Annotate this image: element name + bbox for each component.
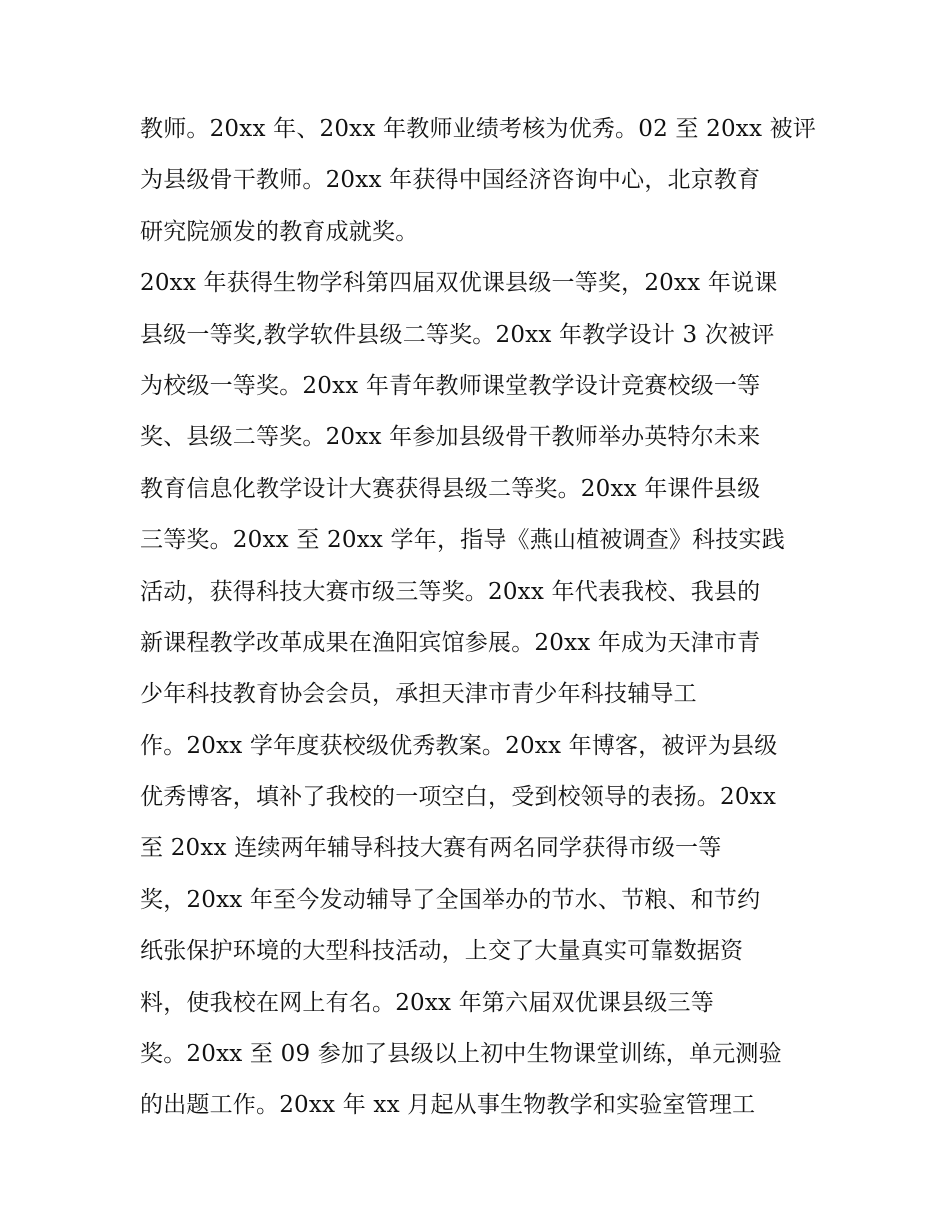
text-line: 纸张保护环境的大型科技活动，上交了大量真实可靠数据资 — [140, 938, 744, 965]
text-line: 料，使我校在网上有名。20xx 年第六届双优课县级三等 — [140, 989, 714, 1016]
body-text — [140, 104, 840, 1132]
text-line: 作。20xx 学年度获校级优秀教案。20xx 年博客，被评为县级 — [140, 732, 778, 759]
text-line: 奖，20xx 年至今发动辅导了全国举办的节水、节粮、和节约 — [140, 886, 761, 913]
text-line: 新课程教学改革成果在渔阳宾馆参展。20xx 年成为天津市青 — [140, 629, 761, 656]
text-line: 研究院颁发的教育成就奖。 — [140, 218, 419, 245]
text-line: 为校级一等奖。20xx 年青年教师课堂教学设计竞赛校级一等 — [140, 372, 761, 399]
text-line: 的出题工作。20xx 年 xx 月起从事生物教学和实验室管理工 — [140, 1092, 756, 1119]
text-line: 三等奖。20xx 至 20xx 学年，指导《燕山植被调查》科技实践 — [140, 527, 785, 554]
text-line: 为县级骨干教师。20xx 年获得中国经济咨询中心，北京教育 — [140, 167, 761, 194]
text-line: 少年科技教育协会会员，承担天津市青少年科技辅导工 — [140, 681, 697, 708]
text-line: 20xx 年获得生物学科第四届双优课县级一等奖，20xx 年说课 — [140, 270, 778, 297]
text-line: 活动，获得科技大赛市级三等奖。20xx 年代表我校、我县的 — [140, 578, 761, 605]
text-line: 优秀博客，填补了我校的一项空白，受到校领导的表扬。20xx — [140, 784, 777, 811]
text-line: 奖。20xx 至 09 参加了县级以上初中生物课堂训练，单元测验 — [140, 1041, 782, 1068]
text-line: 奖、县级二等奖。20xx 年参加县级骨干教师举办英特尔未来 — [140, 424, 761, 451]
text-line: 至 20xx 连续两年辅导科技大赛有两名同学获得市级一等 — [140, 835, 722, 862]
text-line: 县级一等奖,教学软件县级二等奖。20xx 年教学设计 3 次被评 — [140, 321, 775, 348]
text-line: 教育信息化教学设计大赛获得县级二等奖。20xx 年课件县级 — [140, 475, 761, 502]
text-line: 教师。20xx 年、20xx 年教师业绩考核为优秀。02 至 20xx 被评 — [140, 116, 817, 142]
